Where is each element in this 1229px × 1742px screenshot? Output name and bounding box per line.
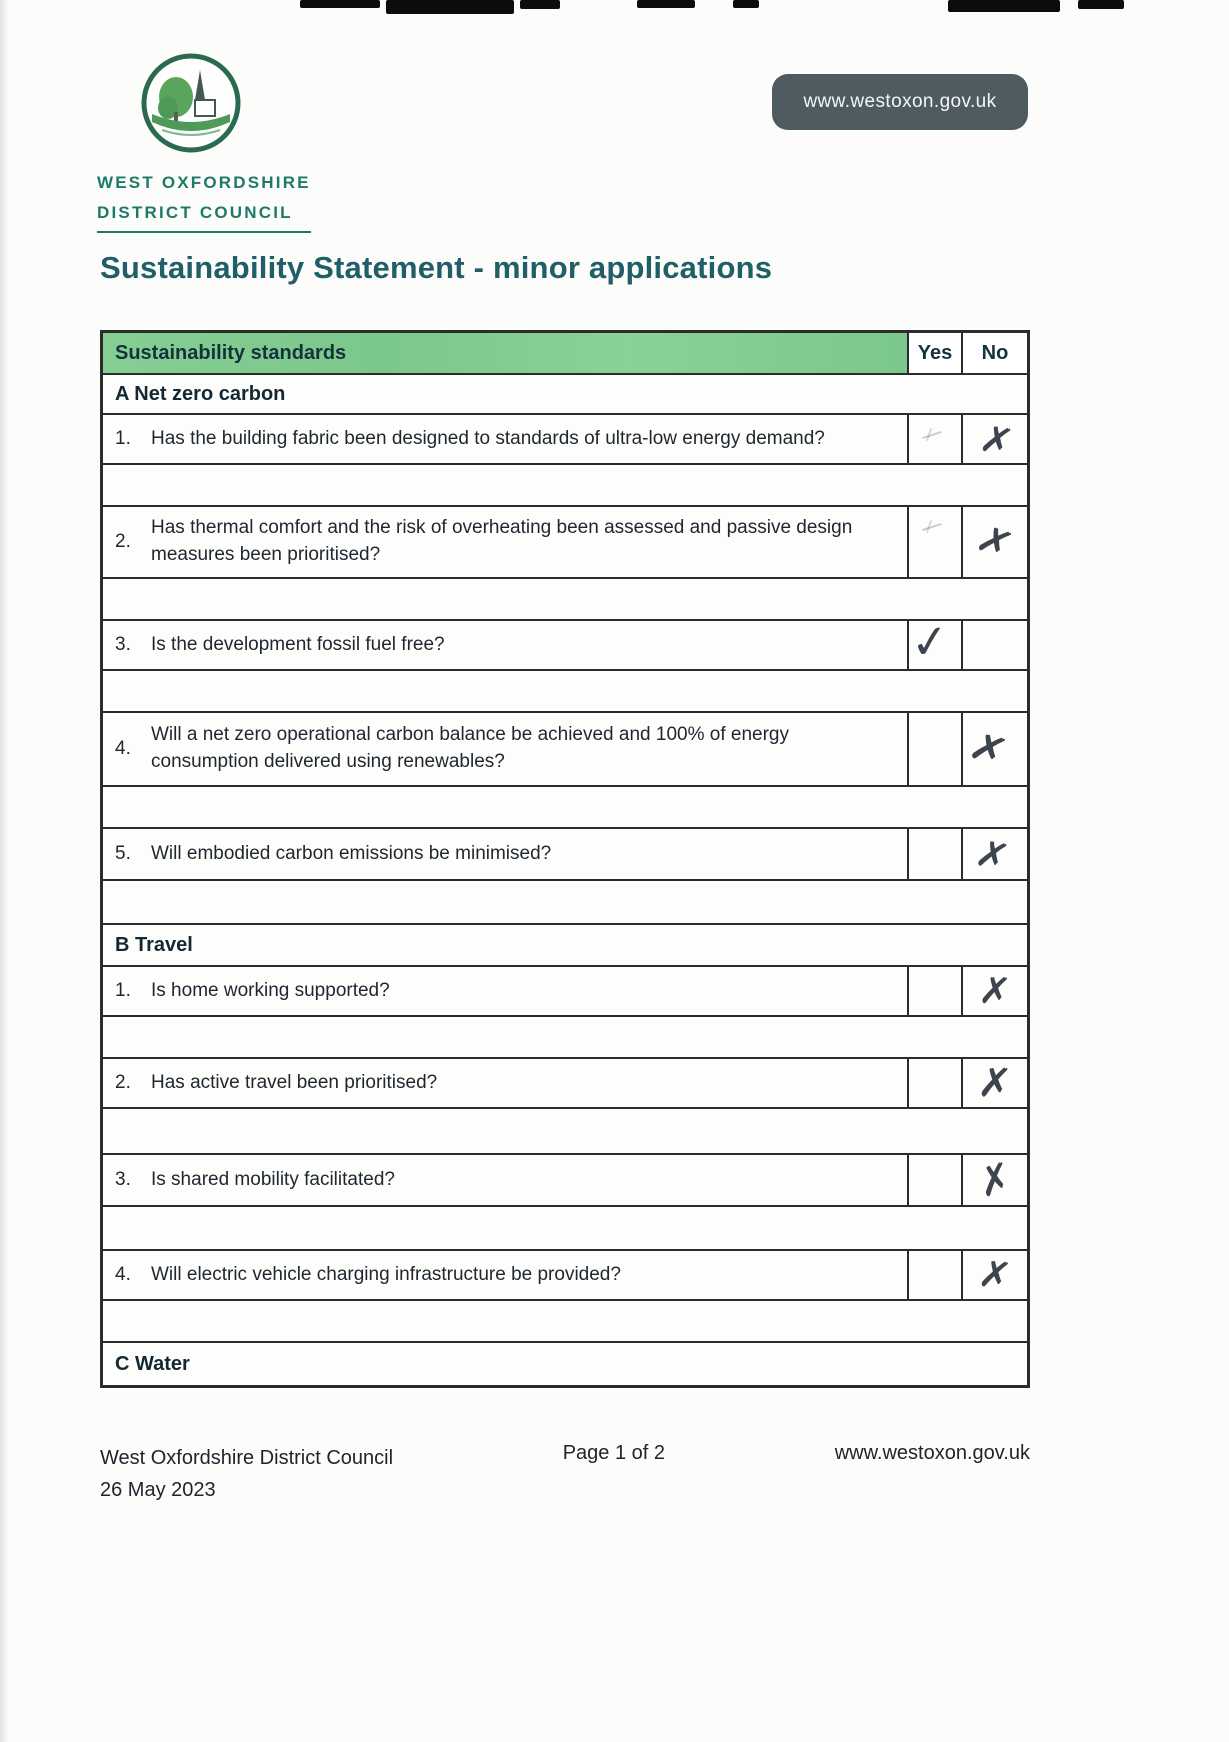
question-number: 3. (115, 634, 131, 655)
blank-row (103, 881, 1027, 925)
footer-org: West Oxfordshire District Council (100, 1447, 394, 1469)
council-logo (138, 50, 244, 161)
question-row (103, 415, 1027, 465)
question-text: Has the building fabric been designed to standards of ultra-low energy demand? (151, 427, 825, 449)
handwritten-x-mark: ✗ (976, 967, 1014, 1015)
question-number: 5. (115, 843, 131, 864)
section-c-label: C Water (115, 1352, 190, 1375)
blank-cell (103, 579, 1027, 619)
website-badge: www.westoxon.gov.uk (772, 74, 1028, 130)
blank-cell (103, 787, 1027, 827)
question-row (103, 507, 1027, 579)
handwritten-x-mark: ✗ (970, 514, 1020, 570)
question-text: Will electric vehicle charging infrastructure be provided? (151, 1263, 621, 1285)
question-text: Will embodied carbon emissions be minimised? (151, 842, 552, 864)
erased-pencil-mark (919, 425, 947, 445)
blank-cell (103, 1301, 1027, 1341)
question-row (103, 1251, 1027, 1301)
question-number: 1. (115, 428, 131, 449)
footer-page-number: Page 1 of 2 (562, 1442, 666, 1464)
standards-column-header: Sustainability standards (103, 333, 907, 373)
footer-left (100, 1442, 393, 1506)
no-cell[interactable] (961, 967, 1027, 1015)
erased-pencil-mark (919, 517, 947, 537)
council-name (97, 168, 311, 233)
question-cell (103, 1059, 907, 1107)
handwritten-x-mark: ✗ (974, 1153, 1016, 1207)
section-b-label: B Travel (115, 933, 193, 956)
question-text: Will a net zero operational carbon balance be achieved and 100% of energy consumption delivered using renewables? (151, 724, 789, 772)
no-cell[interactable] (961, 1059, 1027, 1107)
section-a-label: A Net zero carbon (115, 382, 286, 405)
question-text: Is the development fossil fuel free? (151, 633, 445, 655)
blank-row (103, 787, 1027, 829)
blank-row (103, 1109, 1027, 1155)
question-number: 1. (115, 980, 131, 1001)
section-header-row (103, 375, 1027, 415)
question-row (103, 829, 1027, 881)
yes-cell[interactable] (907, 1059, 961, 1107)
yes-cell[interactable] (907, 1251, 961, 1299)
blank-cell (103, 1109, 1027, 1153)
sustainability-standards-table (100, 330, 1030, 1388)
blank-cell (103, 1207, 1027, 1249)
blank-row (103, 671, 1027, 713)
blank-cell (103, 671, 1027, 711)
handwritten-x-mark: ✗ (975, 1250, 1015, 1300)
question-cell (103, 621, 907, 669)
scan-artifact (386, 0, 514, 14)
table-header-row (103, 333, 1027, 375)
question-cell (103, 967, 907, 1015)
blank-row (103, 465, 1027, 507)
question-text: Is home working supported? (151, 979, 390, 1001)
yes-cell[interactable] (907, 507, 961, 577)
no-cell[interactable] (961, 415, 1027, 466)
handwritten-x-mark: ✗ (971, 829, 1014, 881)
no-cell[interactable] (961, 1251, 1027, 1299)
scan-artifact (300, 0, 380, 8)
blank-cell (103, 465, 1027, 505)
yes-cell[interactable] (907, 1155, 961, 1205)
question-row (103, 1155, 1027, 1207)
yes-cell[interactable] (907, 415, 961, 463)
no-cell[interactable] (961, 829, 1027, 879)
blank-row (103, 1207, 1027, 1251)
question-cell (103, 1155, 907, 1205)
page-footer (100, 1442, 1030, 1506)
scan-artifact (520, 0, 560, 9)
handwritten-x-mark: ✗ (976, 1058, 1014, 1108)
question-cell (103, 415, 907, 463)
question-row (103, 612, 1027, 671)
council-logo-image (138, 50, 244, 156)
no-cell[interactable] (961, 621, 1027, 669)
section-header-row (103, 1343, 1027, 1385)
yes-cell[interactable] (907, 829, 961, 879)
question-number: 3. (115, 1169, 131, 1190)
footer-date: 26 May 2023 (100, 1479, 216, 1501)
question-row (103, 713, 1027, 787)
blank-cell (103, 1017, 1027, 1057)
question-number: 4. (115, 738, 131, 759)
question-text: Has thermal comfort and the risk of overheating been assessed and passive design measures been prioritised? (151, 517, 853, 565)
council-name-line2: DISTRICT COUNCIL (97, 202, 293, 222)
question-cell (103, 507, 907, 577)
question-row (103, 1059, 1027, 1109)
no-cell[interactable] (961, 713, 1027, 785)
yes-cell[interactable] (907, 612, 961, 671)
no-column-header: No (961, 333, 1027, 373)
question-cell (103, 713, 907, 785)
handwritten-x-mark: ✗ (975, 415, 1018, 466)
question-number: 2. (115, 1072, 131, 1093)
question-text: Has active travel been prioritised? (151, 1071, 438, 1093)
yes-cell[interactable] (907, 713, 961, 785)
blank-row (103, 1017, 1027, 1059)
page-title: Sustainability Statement - minor applications (100, 250, 773, 285)
question-row (103, 967, 1027, 1017)
blank-row (103, 1301, 1027, 1343)
scan-artifact (948, 0, 1060, 12)
footer-website: www.westoxon.gov.uk (834, 1442, 1030, 1464)
question-cell (103, 829, 907, 879)
yes-cell[interactable] (907, 967, 961, 1015)
question-text: Is shared mobility facilitated? (151, 1168, 395, 1190)
question-number: 4. (115, 1264, 131, 1285)
blank-row (103, 579, 1027, 621)
handwritten-check-mark: ✓ (907, 612, 952, 671)
blank-cell (103, 881, 1027, 923)
no-cell[interactable] (961, 1155, 1027, 1205)
handwritten-x-mark: ✗ (963, 722, 1014, 776)
council-name-line1: WEST OXFORDSHIRE (97, 173, 311, 192)
question-cell (103, 1251, 907, 1299)
scan-artifact (1078, 0, 1124, 9)
question-number: 2. (115, 531, 131, 552)
scan-artifact (733, 0, 759, 8)
section-header-row (103, 925, 1027, 967)
no-cell[interactable] (961, 507, 1027, 577)
scan-artifact (637, 0, 695, 8)
yes-column-header: Yes (907, 333, 961, 373)
